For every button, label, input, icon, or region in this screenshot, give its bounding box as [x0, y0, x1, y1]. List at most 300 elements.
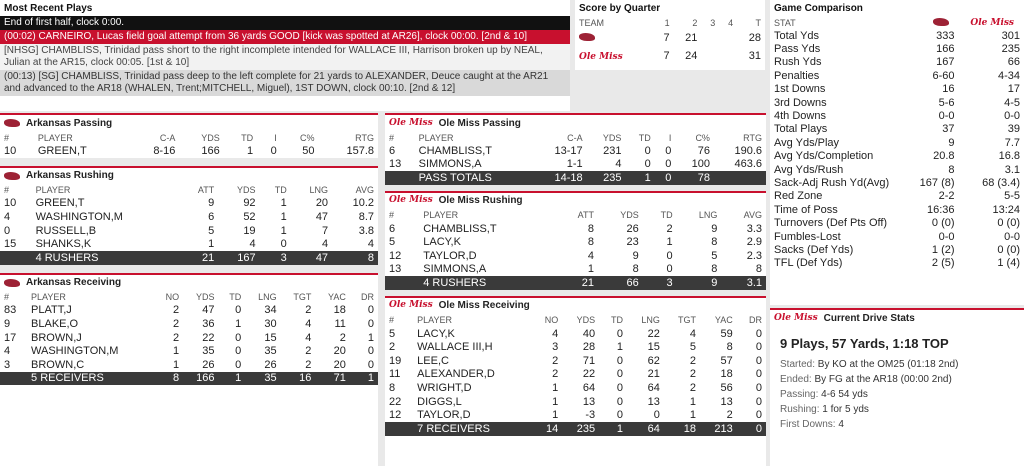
arkansas-logo-icon	[579, 33, 595, 41]
stat-cell: 19	[389, 354, 402, 367]
stat-cell: 8-16	[153, 144, 176, 157]
stat-label: Fumbles-Lost	[774, 230, 841, 243]
olemiss-receiving-title: Ole Miss Receiving	[438, 300, 530, 312]
stat-cell: 2	[389, 341, 396, 354]
stat-cell: 35	[202, 345, 215, 358]
stat-cell: 0	[665, 158, 672, 171]
player-name: SIMMONS,A	[423, 263, 487, 276]
stat-label: Avg Yds/Play	[774, 136, 840, 149]
player-row	[0, 317, 378, 331]
col-header: LNG	[698, 210, 718, 221]
stat-label: Penalties	[774, 69, 820, 82]
stat-cell: 3.3	[746, 222, 762, 235]
stat-cell: 2	[305, 345, 312, 358]
stat-cell: 4	[249, 238, 256, 251]
quarter-score	[719, 47, 737, 65]
stat-cell: 0	[755, 341, 762, 354]
totals-cell: 16	[281, 372, 316, 386]
quarter-score	[701, 47, 719, 65]
totals-cell: 213	[700, 422, 737, 436]
arkansas-column	[0, 113, 378, 466]
stat-cell: 157.8	[346, 144, 374, 157]
comparison-row	[770, 176, 1024, 189]
olemiss-value: 235	[1001, 43, 1020, 56]
stat-label: 1st Downs	[774, 83, 826, 96]
drive-line: First Downs: 4	[780, 419, 844, 430]
olemiss-value: 1 (4)	[997, 257, 1020, 270]
stat-label: TFL (Def Yds)	[774, 257, 843, 270]
stat-cell: 6	[208, 210, 215, 223]
col-header: YDS	[576, 315, 596, 326]
stat-cell: 4	[305, 317, 312, 330]
stat-cell: 50	[302, 144, 315, 157]
stat-cell: 6	[389, 222, 396, 235]
col-header: ATT	[577, 210, 594, 221]
stat-cell: 56	[720, 381, 733, 394]
player-row	[385, 381, 766, 395]
score-header-cell: 4	[728, 17, 734, 28]
drive-line-key: Passing:	[780, 389, 819, 400]
olemiss-value: 5-5	[1004, 190, 1020, 203]
arkansas-value: 9	[948, 136, 955, 149]
player-row	[385, 222, 766, 236]
stat-cell: 2	[552, 368, 559, 381]
olemiss-value: 4-34	[997, 69, 1020, 82]
stat-cell: 0	[367, 304, 374, 317]
col-header: C%	[299, 132, 315, 143]
arkansas-value: 0-0	[938, 230, 955, 243]
stat-cell: 0	[367, 317, 374, 330]
arkansas-value: 2 (5)	[931, 257, 955, 270]
stat-cell: 2	[173, 331, 180, 344]
stat-cell: 2.3	[746, 249, 762, 262]
stat-cell: 0	[616, 368, 623, 381]
stat-cell: 8.7	[358, 210, 374, 223]
totals-row	[0, 251, 378, 265]
stat-cell: 5	[389, 236, 396, 249]
comparison-row	[770, 257, 1024, 270]
olemiss-value: 3.1	[1004, 163, 1020, 176]
col-header: I	[274, 132, 277, 143]
player-name: ALEXANDER,D	[417, 368, 495, 381]
comparison-panel	[770, 0, 1024, 305]
stat-cell: 40	[582, 327, 596, 340]
player-row	[0, 304, 378, 318]
totals-cell: 235	[587, 171, 626, 185]
stat-label: Time of Poss	[774, 203, 838, 216]
arkansas-rushing-title: Arkansas Rushing	[26, 170, 114, 182]
col-header: #	[4, 292, 10, 303]
stat-cell: 0	[755, 381, 762, 394]
stat-cell: 0	[235, 358, 242, 371]
score-header-cell: 2	[692, 17, 698, 28]
stat-cell: 4	[615, 158, 622, 171]
player-name: TAYLOR,D	[417, 409, 471, 422]
stat-cell: 2	[726, 409, 733, 422]
olemiss-logo-icon: Ole Miss	[389, 117, 433, 128]
stat-cell: 57	[720, 354, 733, 367]
score-title: Score by Quarter	[579, 3, 661, 14]
col-header: TD	[229, 292, 242, 303]
totals-cell	[0, 372, 27, 386]
olemiss-value: 16.8	[998, 150, 1020, 163]
stat-cell: 1	[552, 381, 559, 394]
score-row	[575, 47, 765, 65]
stat-cell: 1	[666, 236, 673, 249]
recent-plays-panel	[0, 0, 570, 111]
drive-panel	[770, 308, 1024, 466]
player-name: BROWN,C	[31, 358, 85, 371]
header-row	[0, 131, 378, 144]
col-header: TGT	[293, 292, 312, 303]
stat-cell: 463.6	[734, 158, 762, 171]
comparison-row	[770, 56, 1024, 69]
arkansas-value: 2-2	[938, 190, 955, 203]
stat-cell: 1	[173, 345, 180, 358]
stat-cell: 64	[582, 381, 596, 394]
stat-cell: 52	[243, 210, 256, 223]
drive-header	[770, 308, 1024, 326]
stat-cell: 21	[647, 368, 660, 381]
stat-cell: 2	[689, 381, 697, 394]
arkansas-value: 8	[948, 163, 955, 176]
stat-cell: 47	[315, 210, 329, 223]
stat-cell: 0	[755, 327, 762, 340]
drive-line: Started: By KO at the OM25 (01:18 2nd)	[780, 359, 959, 370]
totals-cell: 167	[218, 251, 259, 265]
score-header-cell: T	[755, 17, 761, 28]
totals-cell: 1	[350, 372, 378, 386]
stat-cell: 2	[339, 331, 346, 344]
stat-cell: 83	[4, 304, 17, 317]
olemiss-value: 39	[1007, 123, 1020, 136]
col-header: TD	[241, 132, 254, 143]
stat-cell: 15	[264, 331, 277, 344]
player-name: SIMMONS,A	[418, 158, 482, 171]
col-header: I	[668, 132, 672, 143]
totals-cell: 8	[154, 372, 183, 386]
arkansas-logo-col	[910, 16, 959, 29]
stat-cell: 1	[235, 317, 242, 330]
stat-cell: 1	[552, 409, 559, 422]
stat-cell: 0	[616, 327, 623, 340]
stat-cell: 2.9	[746, 236, 762, 249]
team-logo-cell	[575, 47, 654, 65]
player-name: DIGGS,L	[417, 395, 462, 408]
stat-cell: 10.2	[352, 197, 374, 210]
olemiss-logo-icon: Ole Miss	[389, 300, 433, 311]
stat-cell: 15	[647, 341, 660, 354]
stat-cell: 18	[720, 368, 733, 381]
stat-cell: 7	[321, 224, 329, 237]
stat-cell: 0	[666, 263, 673, 276]
comparison-row	[770, 42, 1024, 55]
header-row	[385, 131, 766, 144]
totals-cell: 0	[737, 422, 766, 436]
stat-cell: 5	[689, 341, 697, 354]
drive-line: Rushing: 1 for 5 yds	[780, 404, 869, 415]
player-row	[385, 340, 766, 354]
totals-row	[385, 171, 766, 185]
totals-cell: 21	[557, 276, 598, 290]
olemiss-rushing-header	[385, 191, 766, 209]
totals-cell: 66	[598, 276, 643, 290]
header-row	[0, 291, 378, 304]
stat-cell: 0	[235, 304, 242, 317]
col-header: PLAYER	[31, 292, 66, 303]
totals-cell: 1	[219, 372, 246, 386]
stat-cell: 2	[552, 354, 559, 367]
player-name: WRIGHT,D	[417, 381, 472, 394]
stat-cell: 0	[665, 144, 672, 157]
stat-cell: 8	[755, 263, 762, 276]
plays-list	[0, 16, 570, 96]
col-header: NO	[165, 292, 180, 303]
stat-cell: 36	[202, 317, 215, 330]
comparison-row	[770, 150, 1024, 163]
comparison-row	[770, 123, 1024, 136]
arkansas-receiving-table	[0, 291, 378, 386]
drive-line: Ended: By FG at the AR18 (00:00 2nd)	[780, 374, 952, 385]
player-row	[385, 368, 766, 382]
arkansas-receiving-header	[0, 273, 378, 291]
header-row	[385, 209, 766, 222]
player-name: LACY,K	[423, 236, 461, 249]
totals-row	[0, 372, 378, 386]
totals-cell: 71	[315, 372, 350, 386]
stat-cell: 92	[243, 197, 256, 210]
col-header: DR	[361, 292, 374, 303]
player-name: SHANKS,K	[35, 238, 92, 251]
stat-cell: 8	[587, 222, 594, 235]
arkansas-value: 166	[936, 43, 955, 56]
player-name: RUSSELL,B	[35, 224, 97, 237]
recent-plays-title: Most Recent Plays	[4, 3, 93, 14]
arkansas-value: 16	[942, 83, 955, 96]
stat-cell: 9	[632, 249, 639, 262]
stat-cell: 10	[4, 197, 17, 210]
totals-cell: 78	[675, 171, 714, 185]
player-name: CHAMBLISS,T	[418, 144, 492, 157]
stat-cell: 1	[208, 238, 215, 251]
player-name: WALLACE III,H	[417, 341, 493, 354]
comparison-row	[770, 243, 1024, 256]
stat-cell: 2	[305, 358, 312, 371]
totals-cell: 3	[260, 251, 291, 265]
stat-cell: 5	[208, 224, 215, 237]
player-row	[0, 237, 378, 251]
col-header: PLAYER	[417, 315, 453, 326]
col-header: RTG	[743, 132, 762, 143]
stat-cell: 4	[4, 210, 11, 223]
col-header: #	[389, 315, 395, 326]
player-name: WASHINGTON,M	[35, 210, 123, 223]
col-header: #	[389, 210, 395, 221]
totals-cell: 64	[627, 422, 664, 436]
olemiss-value: 0 (0)	[997, 243, 1020, 256]
col-header: C%	[695, 132, 710, 143]
stat-cell: 0	[616, 354, 623, 367]
stat-cell: 23	[626, 236, 639, 249]
col-header: #	[4, 132, 10, 143]
olemiss-value: 66	[1007, 56, 1020, 69]
quarter-score: 24	[685, 50, 698, 62]
stat-cell: 26	[264, 358, 277, 371]
stat-cell: 9	[711, 222, 718, 235]
stat-cell: 13	[389, 263, 402, 276]
stat-cell: 4	[587, 249, 594, 262]
stat-cell: 0	[270, 144, 277, 157]
comparison-row	[770, 216, 1024, 229]
totals-cell: 1	[625, 171, 654, 185]
totals-cell: 47	[291, 251, 332, 265]
player-row	[0, 331, 378, 345]
player-name: LACY,K	[417, 327, 455, 340]
stat-cell: 30	[264, 317, 277, 330]
comparison-row	[770, 69, 1024, 82]
drive-lines	[770, 357, 1024, 432]
stat-cell: 5	[711, 249, 718, 262]
stat-cell: 20	[333, 345, 346, 358]
arkansas-value: 20.8	[933, 150, 955, 163]
stat-cell: 10	[4, 144, 17, 157]
comparison-title: Game Comparison	[774, 3, 863, 14]
arkansas-logo-icon	[4, 119, 20, 127]
play-item: End of first half, clock 0:00.	[0, 16, 570, 30]
col-header: AVG	[743, 210, 762, 221]
olemiss-value: 7.7	[1004, 136, 1020, 149]
player-name: PLATT,J	[31, 304, 72, 317]
stat-cell: 0	[235, 345, 242, 358]
stat-cell: 18	[333, 304, 346, 317]
col-header: YDS	[196, 292, 215, 303]
stat-cell: 0	[644, 158, 651, 171]
play-item: (00:13) [SG] CHAMBLISS, Trinidad pass deep to the left complete for 21 yards to ALEXANDER, Deuce caught at the AR21 and advanced to the AR18 (WHALEN, Trent;MITCHELL, Miguel), 1ST DOWN, clock 00:10. [2nd & 12]	[0, 70, 570, 96]
stat-cell: 0	[616, 381, 623, 394]
quarter-score	[719, 29, 737, 47]
comparison-row	[770, 190, 1024, 203]
arkansas-rushing-table	[0, 184, 378, 265]
stat-cell: 6	[389, 144, 396, 157]
stat-cell: 22	[647, 327, 660, 340]
totals-cell	[0, 251, 32, 265]
stat-cell: 62	[647, 354, 660, 367]
header-row	[0, 184, 378, 197]
stat-cell: 1-1	[566, 158, 583, 171]
arkansas-value: 37	[942, 123, 955, 136]
comparison-row	[770, 96, 1024, 109]
stat-label: 4th Downs	[774, 110, 826, 123]
col-header: RTG	[355, 132, 374, 143]
comparison-row	[770, 163, 1024, 176]
stat-cell: 12	[389, 409, 402, 422]
olemiss-value: 0 (0)	[997, 217, 1020, 230]
totals-label: 5 RECEIVERS	[27, 372, 154, 386]
stat-cell: 3.8	[358, 224, 374, 237]
player-name: LEE,C	[417, 354, 449, 367]
stat-cell: 3	[4, 358, 11, 371]
comparison-row	[770, 109, 1024, 122]
stat-label: Total Plays	[774, 123, 828, 136]
totals-cell: 166	[183, 372, 218, 386]
totals-cell: 21	[180, 251, 218, 265]
col-header: PLAYER	[423, 210, 459, 221]
stat-cell: 0	[367, 358, 374, 371]
arkansas-value: 5-6	[938, 96, 955, 109]
stat-cell: 0	[616, 409, 623, 422]
player-row	[385, 327, 766, 341]
total-score: 28	[748, 32, 761, 44]
totals-cell	[385, 422, 413, 436]
stat-cell: 0	[4, 224, 11, 237]
stat-cell: 0	[644, 144, 651, 157]
team-logo-cell	[575, 29, 654, 47]
stat-cell: 20	[333, 358, 346, 371]
olemiss-value: 13:24	[992, 203, 1020, 216]
arkansas-value: 16:36	[927, 203, 955, 216]
stat-cell: 47	[202, 304, 215, 317]
olemiss-receiving-header	[385, 296, 766, 314]
player-name: WASHINGTON,M	[31, 345, 119, 358]
col-header: C-A	[159, 132, 176, 143]
player-row	[385, 408, 766, 422]
olemiss-logo-col	[959, 16, 1024, 29]
totals-cell: 35	[245, 372, 280, 386]
drive-line: Passing: 4-6 54 yds	[780, 389, 868, 400]
player-row	[385, 354, 766, 368]
comparison-row	[770, 29, 1024, 42]
olemiss-rushing-title: Ole Miss Rushing	[438, 195, 523, 207]
col-header: PLAYER	[35, 185, 71, 196]
arkansas-logo-icon	[4, 172, 20, 180]
col-header: TD	[610, 315, 623, 326]
totals-label: PASS TOTALS	[415, 171, 534, 185]
score-table	[575, 16, 765, 65]
col-header: C-A	[567, 132, 583, 143]
olemiss-logo-icon: Ole Miss	[774, 312, 818, 323]
player-name: BLAKE,O	[31, 317, 79, 330]
player-row	[0, 344, 378, 358]
stat-cell: 1	[173, 358, 180, 371]
totals-cell	[385, 171, 415, 185]
stat-cell: 9	[208, 197, 215, 210]
stat-cell: 4	[689, 327, 697, 340]
stat-cell: 13-17	[554, 144, 583, 157]
stat-cell: 1	[280, 210, 287, 223]
stat-cell: 1	[280, 197, 287, 210]
stat-cell: 0	[367, 345, 374, 358]
comparison-row	[770, 230, 1024, 243]
stat-cell: 11	[389, 368, 401, 381]
comparison-row	[770, 136, 1024, 149]
arkansas-value: 0 (0)	[931, 217, 955, 230]
stat-cell: 4	[321, 238, 329, 251]
totals-cell	[714, 171, 766, 185]
stat-cell: 3	[552, 341, 559, 354]
stat-cell: 20	[315, 197, 329, 210]
col-header: YDS	[620, 210, 639, 221]
totals-cell: 3.1	[721, 276, 766, 290]
stat-cell: 0	[616, 395, 623, 408]
score-panel	[575, 0, 765, 70]
olemiss-logo-icon: Ole Miss	[970, 18, 1014, 28]
olemiss-logo-icon: Ole Miss	[579, 52, 623, 62]
stat-cell: 100	[691, 158, 710, 171]
stat-cell: 2	[173, 317, 180, 330]
score-header-cell: 3	[710, 17, 716, 28]
col-header: YDS	[201, 132, 220, 143]
olemiss-receiving-table	[385, 314, 766, 436]
